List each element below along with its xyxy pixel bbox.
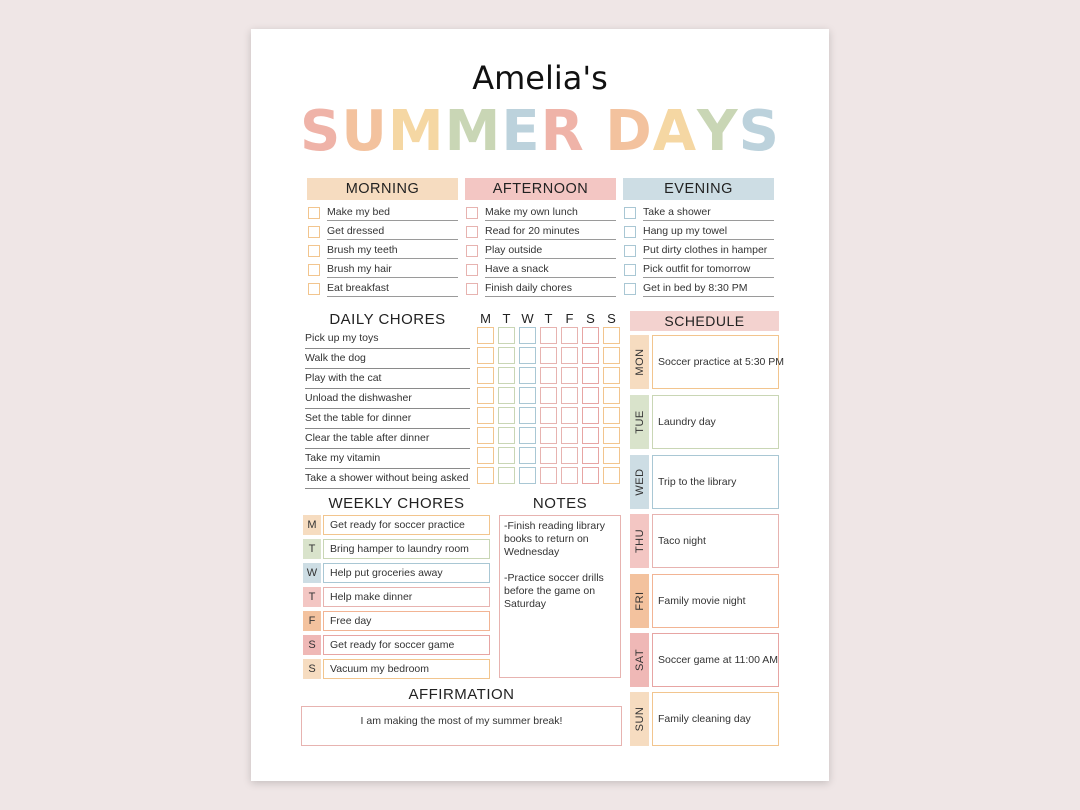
routine-item-label: Play outside <box>485 244 616 259</box>
chore-checkbox[interactable] <box>582 387 599 404</box>
title-letter: M <box>387 99 445 164</box>
checkbox[interactable] <box>308 207 320 219</box>
chore-checkbox[interactable] <box>561 327 578 344</box>
schedule-day-label: FRI <box>633 591 646 611</box>
chore-checkbox[interactable] <box>540 387 557 404</box>
chore-checkbox[interactable] <box>603 327 620 344</box>
routine-item-label: Pick outfit for tomorrow <box>643 263 774 278</box>
note-paragraph: -Practice soccer drills before the game on Saturday <box>504 572 604 610</box>
schedule-entry: Family cleaning day <box>652 692 779 746</box>
chore-checkbox[interactable] <box>582 367 599 384</box>
schedule-entry: Laundry day <box>652 395 779 449</box>
schedule-entry: Soccer practice at 5:30 PM <box>652 335 779 389</box>
chore-checkbox[interactable] <box>603 427 620 444</box>
checkbox[interactable] <box>624 283 636 295</box>
routine-item[interactable] <box>623 204 774 223</box>
day-letter-sun: S <box>607 311 616 326</box>
routine-item-label: Get dressed <box>327 225 458 240</box>
schedule-day-tab <box>630 395 649 449</box>
chore-checkbox[interactable] <box>477 427 494 444</box>
weekly-chores-title: WEEKLY CHORES <box>328 495 465 512</box>
chore-checkbox[interactable] <box>561 347 578 364</box>
checkbox[interactable] <box>624 245 636 257</box>
afternoon-routine <box>465 178 616 299</box>
title-letter: E <box>501 99 541 164</box>
checkbox[interactable] <box>466 207 478 219</box>
chore-checkbox[interactable] <box>540 347 557 364</box>
checkbox[interactable] <box>308 245 320 257</box>
title-letter: Y <box>697 99 739 164</box>
schedule-day-tab <box>630 514 649 568</box>
weekly-day-letter: S <box>303 635 321 655</box>
day-letter-mon: M <box>480 311 491 326</box>
schedule-day-tab <box>630 633 649 687</box>
chore-checkbox[interactable] <box>603 367 620 384</box>
routine-item-label: Take a shower <box>643 206 774 221</box>
chore-checkbox[interactable] <box>498 387 515 404</box>
chore-checkbox[interactable] <box>477 367 494 384</box>
routine-item[interactable] <box>623 261 774 280</box>
title-letter: S <box>300 99 342 164</box>
chore-checkbox[interactable] <box>603 467 620 484</box>
routine-item[interactable] <box>623 280 774 299</box>
title-letter: A <box>652 99 698 164</box>
routine-item-label: Put dirty clothes in hamper <box>643 244 774 259</box>
weekly-chore-box: Free day <box>323 611 490 631</box>
evening-header: EVENING <box>623 178 774 200</box>
chore-item: Clear the table after dinner <box>305 431 470 449</box>
chore-checkbox[interactable] <box>498 367 515 384</box>
chore-item: Set the table for dinner <box>305 411 470 429</box>
title-letter <box>585 99 606 164</box>
day-letter-sat: S <box>586 311 595 326</box>
weekly-chore-box: Vacuum my bedroom <box>323 659 490 679</box>
weekly-chore-box: Help make dinner <box>323 587 490 607</box>
routine-item-label: Make my bed <box>327 206 458 221</box>
chore-checkbox[interactable] <box>540 467 557 484</box>
weekly-day-letter: T <box>303 539 321 559</box>
routine-item-label: Finish daily chores <box>485 282 616 297</box>
chore-checkbox[interactable] <box>498 467 515 484</box>
routine-item-label: Make my own lunch <box>485 206 616 221</box>
chore-checkbox[interactable] <box>582 467 599 484</box>
chore-checkbox[interactable] <box>519 347 536 364</box>
afternoon-header: AFTERNOON <box>465 178 616 200</box>
chore-checkbox[interactable] <box>582 427 599 444</box>
routine-item-label: Brush my teeth <box>327 244 458 259</box>
routine-item[interactable] <box>307 204 458 223</box>
weekly-chore-box: Get ready for soccer practice <box>323 515 490 535</box>
checkbox[interactable] <box>466 264 478 276</box>
chore-checkbox[interactable] <box>477 387 494 404</box>
routine-item-label: Hang up my towel <box>643 225 774 240</box>
chore-checkbox[interactable] <box>477 347 494 364</box>
schedule-entry: Family movie night <box>652 574 779 628</box>
schedule-day-label: TUE <box>633 410 646 434</box>
title-letter: S <box>738 99 780 164</box>
chore-item: Unload the dishwasher <box>305 391 470 409</box>
planner-page <box>251 29 829 781</box>
chore-checkbox[interactable] <box>540 427 557 444</box>
notes-title: NOTES <box>532 495 588 512</box>
weekly-chore-box: Bring hamper to laundry room <box>323 539 490 559</box>
title-letter: U <box>341 99 388 164</box>
weekly-day-letter: M <box>303 515 321 535</box>
schedule-day-label: MON <box>633 348 646 376</box>
schedule-day-label: SUN <box>633 706 646 732</box>
chore-checkbox[interactable] <box>540 327 557 344</box>
chore-checkbox[interactable] <box>582 347 599 364</box>
note-paragraph: -Finish reading library books to return on Wednesday <box>504 520 605 558</box>
routine-item[interactable] <box>307 261 458 280</box>
chore-checkbox[interactable] <box>519 467 536 484</box>
routine-item[interactable] <box>307 280 458 299</box>
chore-checkbox[interactable] <box>477 467 494 484</box>
chore-checkbox[interactable] <box>582 447 599 464</box>
title-letter: D <box>605 99 653 164</box>
routine-item-label: Read for 20 minutes <box>485 225 616 240</box>
checkbox[interactable] <box>308 226 320 238</box>
checkbox[interactable] <box>308 283 320 295</box>
schedule-day-tab <box>630 692 649 746</box>
chore-checkbox[interactable] <box>561 407 578 424</box>
checkbox[interactable] <box>624 264 636 276</box>
checkbox[interactable] <box>466 283 478 295</box>
evening-routine <box>623 178 774 299</box>
chore-checkbox[interactable] <box>498 447 515 464</box>
chore-checkbox[interactable] <box>582 327 599 344</box>
chore-item: Walk the dog <box>305 351 470 369</box>
schedule-day-tab <box>630 574 649 628</box>
notes-box[interactable] <box>499 515 621 678</box>
chore-checkbox[interactable] <box>519 407 536 424</box>
routine-item[interactable] <box>465 280 616 299</box>
planner-title <box>251 99 829 164</box>
weekly-day-letter: F <box>303 611 321 631</box>
routine-item-label: Get in bed by 8:30 PM <box>643 282 774 297</box>
chore-checkbox[interactable] <box>540 447 557 464</box>
chore-checkbox[interactable] <box>519 367 536 384</box>
chore-checkbox[interactable] <box>498 347 515 364</box>
chore-item: Pick up my toys <box>305 331 470 349</box>
chore-checkbox[interactable] <box>477 447 494 464</box>
chore-checkbox[interactable] <box>519 327 536 344</box>
schedule-entry: Taco night <box>652 514 779 568</box>
chore-checkbox[interactable] <box>561 367 578 384</box>
schedule-entry: Soccer game at 11:00 AM <box>652 633 779 687</box>
chore-checkbox[interactable] <box>519 387 536 404</box>
schedule-day-label: THU <box>633 528 646 554</box>
schedule-day-tab <box>630 335 649 389</box>
checkbox[interactable] <box>466 226 478 238</box>
routine-item[interactable] <box>465 242 616 261</box>
chore-checkbox[interactable] <box>582 407 599 424</box>
checkbox[interactable] <box>308 264 320 276</box>
morning-routine <box>307 178 458 299</box>
weekly-day-letter: T <box>303 587 321 607</box>
chore-checkbox[interactable] <box>477 327 494 344</box>
chore-checkbox[interactable] <box>498 427 515 444</box>
chore-checkbox[interactable] <box>561 427 578 444</box>
chore-checkbox[interactable] <box>540 367 557 384</box>
routine-item[interactable] <box>465 223 616 242</box>
routine-item-label: Brush my hair <box>327 263 458 278</box>
chore-checkbox[interactable] <box>603 447 620 464</box>
schedule-header: SCHEDULE <box>630 311 779 331</box>
chore-checkbox[interactable] <box>603 407 620 424</box>
checkbox[interactable] <box>466 245 478 257</box>
chore-checkbox[interactable] <box>561 447 578 464</box>
chore-checkbox[interactable] <box>498 407 515 424</box>
schedule-day-tab <box>630 455 649 509</box>
daily-chores-title: DAILY CHORES <box>329 311 446 328</box>
weekly-chore-box: Help put groceries away <box>323 563 490 583</box>
chore-item: Take a shower without being asked <box>305 471 470 489</box>
chore-item: Play with the cat <box>305 371 470 389</box>
chore-checkbox[interactable] <box>561 467 578 484</box>
chore-checkbox[interactable] <box>498 327 515 344</box>
affirmation-title: AFFIRMATION <box>408 686 515 703</box>
routine-item[interactable] <box>465 261 616 280</box>
chore-checkbox[interactable] <box>519 447 536 464</box>
schedule-day-label: SAT <box>633 648 646 672</box>
day-letter-fri: F <box>565 311 574 326</box>
checkbox[interactable] <box>624 207 636 219</box>
chore-checkbox[interactable] <box>477 407 494 424</box>
chore-checkbox[interactable] <box>561 387 578 404</box>
schedule-day-label: WED <box>633 468 646 496</box>
title-letter: R <box>540 99 585 164</box>
weekly-day-letter: S <box>303 659 321 679</box>
day-letter-tue: T <box>502 311 511 326</box>
planner-owner-name: Amelia's <box>472 59 608 97</box>
morning-header: MORNING <box>307 178 458 200</box>
chore-item: Take my vitamin <box>305 451 470 469</box>
chore-checkbox[interactable] <box>540 407 557 424</box>
day-letter-thu: T <box>544 311 553 326</box>
chore-checkbox[interactable] <box>603 387 620 404</box>
day-letter-wed: W <box>521 311 534 326</box>
chore-checkbox[interactable] <box>603 347 620 364</box>
title-letter: M <box>444 99 502 164</box>
schedule-entry: Trip to the library <box>652 455 779 509</box>
routine-item[interactable] <box>307 242 458 261</box>
routine-item-label: Eat breakfast <box>327 282 458 297</box>
weekly-chore-box: Get ready for soccer game <box>323 635 490 655</box>
routine-item[interactable] <box>465 204 616 223</box>
routine-item[interactable] <box>623 242 774 261</box>
routine-item[interactable] <box>307 223 458 242</box>
routine-item-label: Have a snack <box>485 263 616 278</box>
weekly-day-letter: W <box>303 563 321 583</box>
checkbox[interactable] <box>624 226 636 238</box>
affirmation-box[interactable]: I am making the most of my summer break! <box>301 706 622 746</box>
routine-item[interactable] <box>623 223 774 242</box>
chore-checkbox[interactable] <box>519 427 536 444</box>
